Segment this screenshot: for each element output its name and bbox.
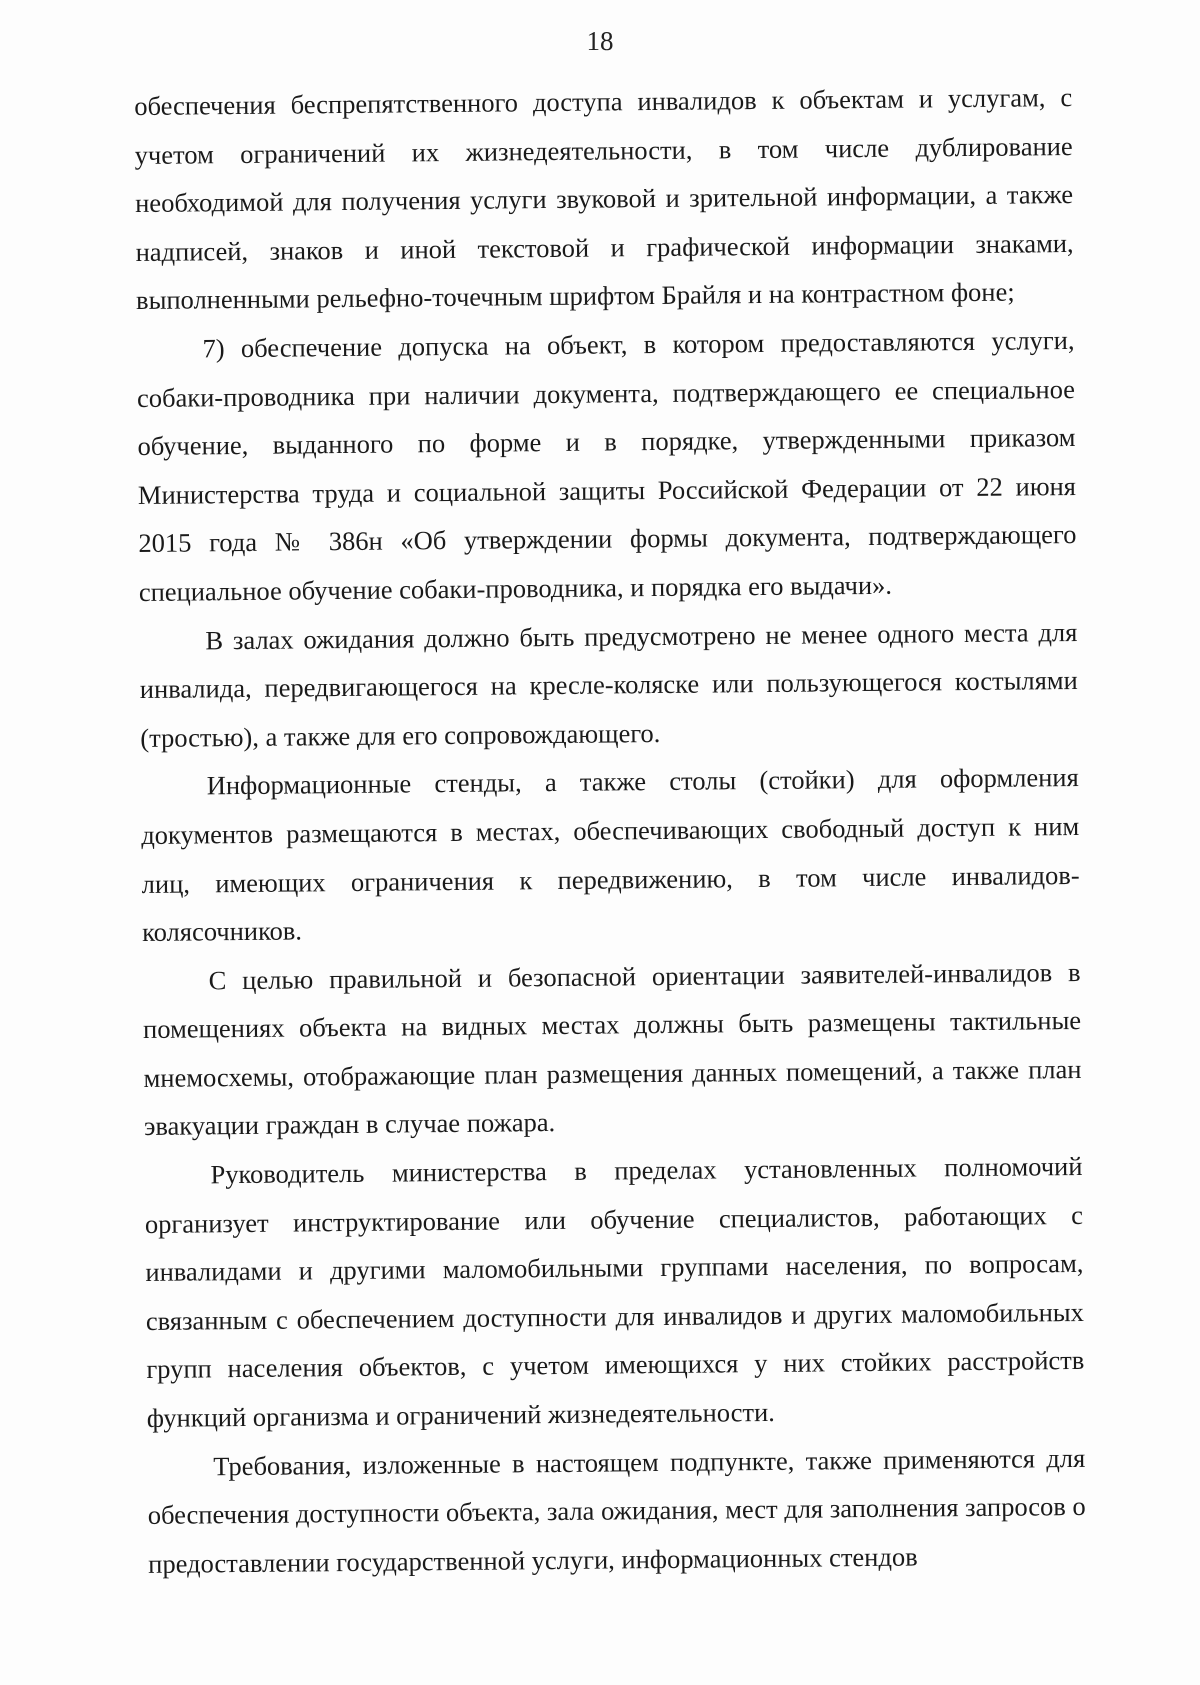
page-number: 18 [586, 26, 614, 56]
paragraph-waiting-rooms: В залах ожидания должно быть предусмотрено не менее одного места для инвалида, передвигающегося на кресле-коляске или пользующегося костылями (тростью), а также для его сопровождающего. [139, 616, 1078, 753]
paragraph-tactile-schemes: С целью правильной и безопасной ориентации заявителей-инвалидов в помещениях объекта на видных местах должны быть размещены тактильные мнемосхемы, отображающие план размещения данных помещений, а также план эвакуации граждан в случае пожара. [142, 956, 1082, 1142]
paragraph-accessibility-continuation: обеспечения беспрепятственного доступа инвалидов к объектам и услугам, с учетом ограничений их жизнедеятельности, в том числе дублирование необходимой для получения услуги звуковой и зрительной информации, а также надписей, знаков и иной текстовой и графической информации знаками, выполненными рельефно-точечным шрифтом Брайля и на контрастном фоне; [134, 81, 1074, 316]
paragraph-guide-dog-admission: 7) обеспечение допуска на объект, в котором предоставляются услуги, собаки-проводника при наличии документа, подтверждающего ее специальное обучение, выданного по форме и в порядке, утвержденными приказом Министерства труда и социальной защиты Российской Федерации от 22 июня 2015 года № 386н «Об утверждении формы документа, подтверждающего специальное обучение собаки-проводника, и порядка его выдачи». [136, 324, 1077, 607]
paragraph-information-stands: Информационные стенды, а также столы (стойки) для оформления документов размещаются в местах, обеспечивающих свободный доступ к ним лиц, имеющих ограничения к передвижению, в том числе инвалидов-колясочников. [141, 762, 1080, 948]
paragraph-staff-instruction: Руководитель министерства в пределах установленных полномочий организует инструктирование или обучение специалистов, работающих с инвалидами и другими маломобильными группами населения, по вопросам, связанным с обеспечением доступности для инвалидов и других маломобильных групп населения объектов, с учетом имеющихся у них стойких расстройств функций организма и ограничений жизнедеятельности. [144, 1151, 1085, 1433]
paragraph-requirements-application: Требования, изложенные в настоящем подпункте, также применяются для обеспечения доступности объекта, зала ожидания, мест для заполнения запросов о предоставлении государственной услуги, информационных стендов [147, 1442, 1086, 1579]
document-body [134, 73, 1086, 1588]
